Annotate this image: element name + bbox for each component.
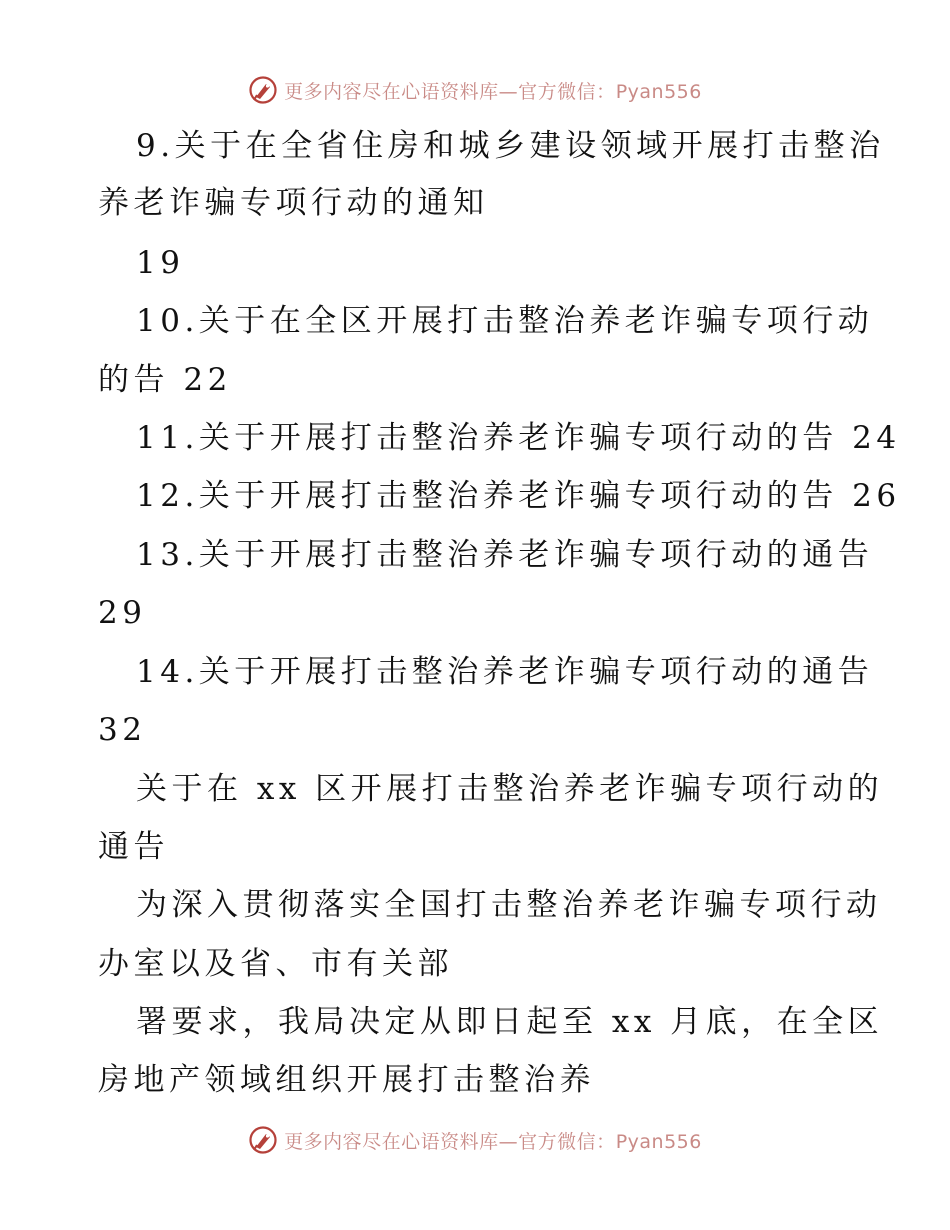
banner-wechat-id: Pyan556 [615,1130,702,1153]
section-title: 通告 [98,829,169,865]
banner-site-text: 更多内容尽在心语资料库 [284,80,499,103]
banner-text [284,1127,702,1154]
header-banner [0,70,950,110]
toc-line: 11.关于开展打击整治养老诈骗专项行动的告 24 [136,420,901,456]
footer-banner [0,1120,950,1160]
toc-line: 13.关于开展打击整治养老诈骗专项行动的通告 [136,537,874,573]
section-title: 关于在 xx 区开展打击整治养老诈骗专项行动的 [136,771,884,807]
toc-line: 14.关于开展打击整治养老诈骗专项行动的通告 [136,654,874,690]
toc-line: 12.关于开展打击整治养老诈骗专项行动的告 26 [136,478,901,514]
banner-text [284,77,702,104]
toc-page-number: 19 [136,245,185,281]
banner-wechat-label: 官方微信： [518,1130,616,1153]
banner-wechat-id: Pyan556 [615,80,702,103]
toc-line: 9.关于在全省住房和城乡建设领域开展打击整治 [136,128,885,164]
banner-separator: — [498,1130,519,1153]
toc-page-number: 29 [98,595,147,631]
toc-line: 养老诈骗专项行动的通知 [98,185,489,221]
pen-nib-logo-icon [248,1125,278,1155]
banner-wechat-label: 官方微信： [518,80,616,103]
pen-nib-logo-icon [248,75,278,105]
toc-page-number: 32 [98,712,147,748]
toc-line: 10.关于在全区开展打击整治养老诈骗专项行动 [136,303,874,339]
banner-site-text: 更多内容尽在心语资料库 [284,1130,499,1153]
toc-line: 的告 22 [98,362,232,398]
paragraph-line: 署要求，我局决定从即日起至 xx 月底，在全区 [136,1004,884,1040]
paragraph-line: 办室以及省、市有关部 [98,946,453,982]
paragraph-line: 为深入贯彻落实全国打击整治养老诈骗专项行动 [136,887,882,923]
banner-separator: — [498,80,519,103]
paragraph-line: 房地产领域组织开展打击整治养 [98,1062,595,1098]
